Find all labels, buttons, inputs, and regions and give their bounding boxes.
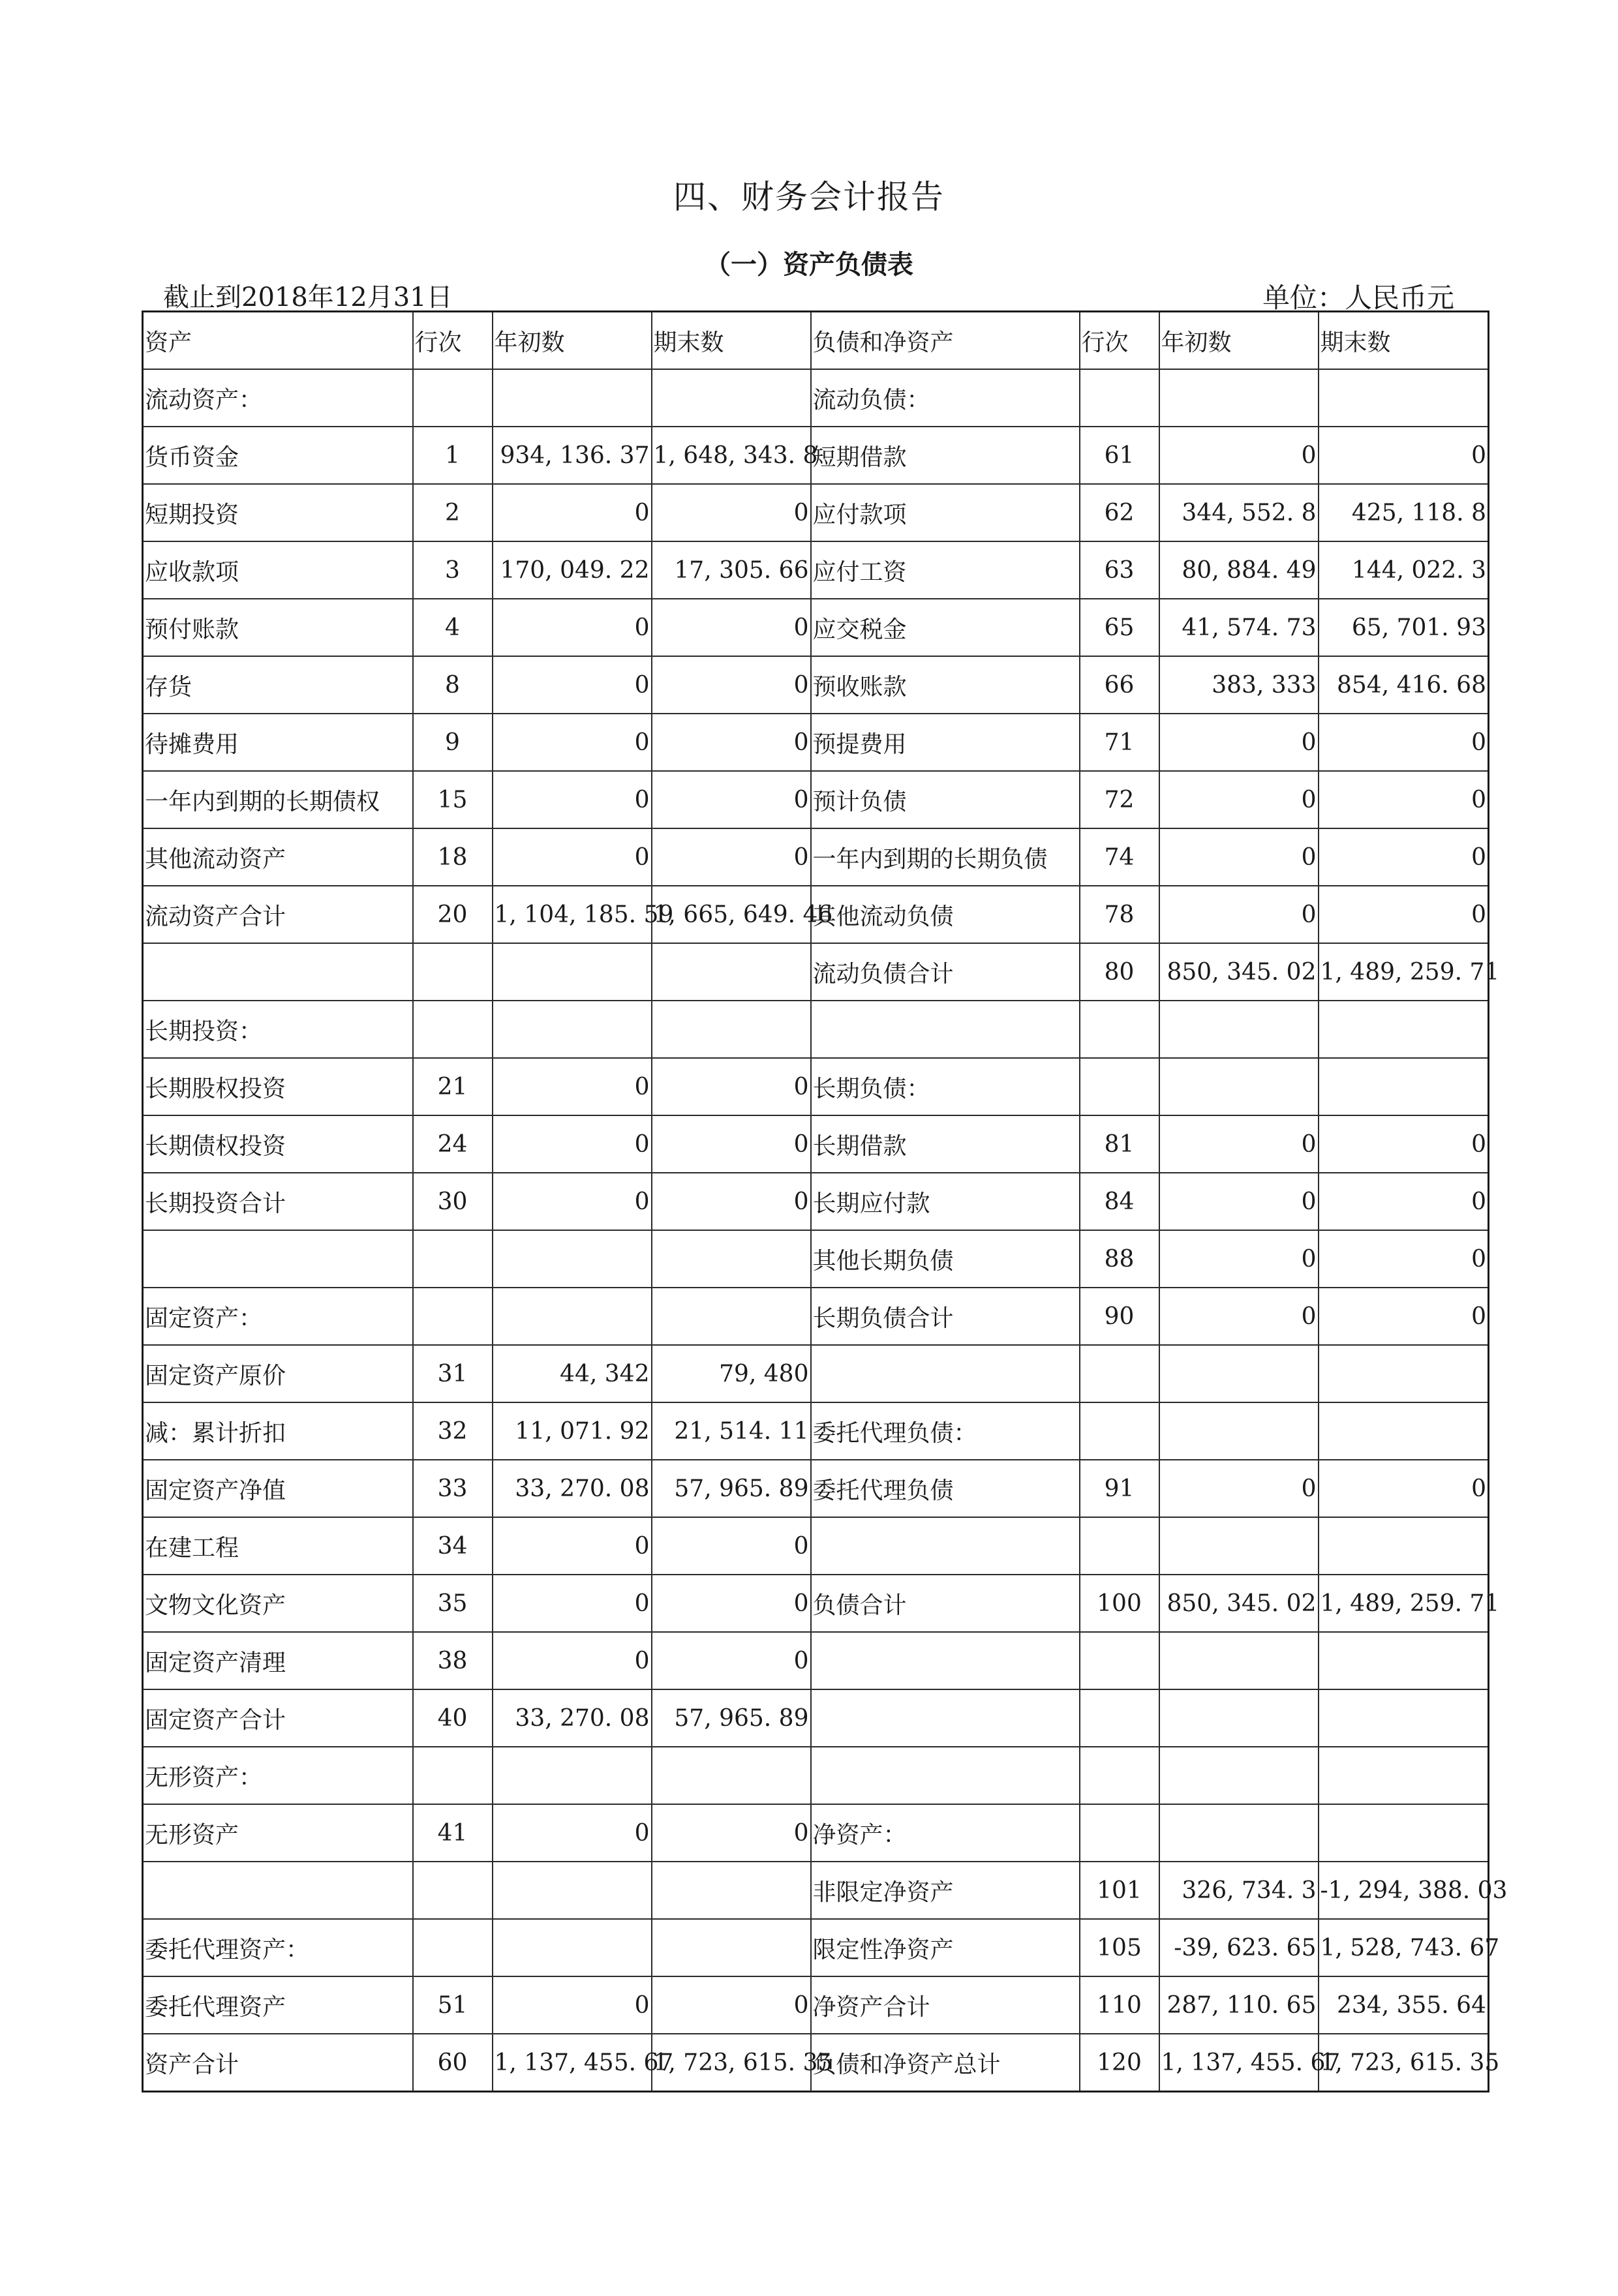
liability-opening-cell: 0 xyxy=(1159,1230,1319,1288)
table-row xyxy=(143,1575,1489,1632)
liability-line-no-cell xyxy=(1080,1804,1159,1862)
table-row xyxy=(143,1862,1489,1919)
liability-closing-cell xyxy=(1319,1517,1489,1575)
asset-name-cell: 文物文化资产 xyxy=(143,1575,413,1632)
liability-closing-cell: 1, 723, 615. 35 xyxy=(1319,2034,1489,2092)
asset-opening-cell: 0 xyxy=(493,1173,652,1230)
asset-opening-cell: 0 xyxy=(493,714,652,771)
table-row xyxy=(143,1058,1489,1115)
liability-name-cell: 应付工资 xyxy=(811,541,1080,599)
liability-line-no-cell xyxy=(1080,369,1159,427)
asset-name-cell: 无形资产 xyxy=(143,1804,413,1862)
liability-line-no-cell xyxy=(1080,1001,1159,1058)
asset-line-no-cell xyxy=(413,943,493,1001)
liability-closing-cell: -1, 294, 388. 03 xyxy=(1319,1862,1489,1919)
liability-closing-cell: 0 xyxy=(1319,1288,1489,1345)
liability-name-cell: 预计负债 xyxy=(811,771,1080,828)
liability-name-cell: 预收账款 xyxy=(811,656,1080,714)
liability-name-cell: 一年内到期的长期负债 xyxy=(811,828,1080,886)
liability-line-no-cell: 84 xyxy=(1080,1173,1159,1230)
asset-opening-cell: 0 xyxy=(493,1058,652,1115)
table-row xyxy=(143,1402,1489,1460)
asset-line-no-cell xyxy=(413,1001,493,1058)
asset-line-no-cell: 32 xyxy=(413,1402,493,1460)
liability-line-no-cell: 72 xyxy=(1080,771,1159,828)
asset-name-cell: 一年内到期的长期债权 xyxy=(143,771,413,828)
liability-name-cell: 应付款项 xyxy=(811,484,1080,541)
table-row xyxy=(143,369,1489,427)
liability-closing-cell xyxy=(1319,1804,1489,1862)
asset-opening-cell: 0 xyxy=(493,771,652,828)
table-row xyxy=(143,2034,1489,2092)
liability-name-cell xyxy=(811,1345,1080,1402)
asset-line-no-cell: 60 xyxy=(413,2034,493,2092)
liability-closing-cell: 0 xyxy=(1319,427,1489,484)
unit-label: 单位：人民币元 xyxy=(1262,282,1455,314)
column-header: 年初数 xyxy=(1159,312,1319,370)
asset-name-cell: 长期投资合计 xyxy=(143,1173,413,1230)
asset-closing-cell xyxy=(652,1230,811,1288)
asset-name-cell: 长期股权投资 xyxy=(143,1058,413,1115)
asset-line-no-cell: 1 xyxy=(413,427,493,484)
asset-line-no-cell: 24 xyxy=(413,1115,493,1173)
column-header: 行次 xyxy=(413,312,493,370)
liability-closing-cell: 234, 355. 64 xyxy=(1319,1976,1489,2034)
asset-opening-cell xyxy=(493,1919,652,1976)
asset-name-cell xyxy=(143,1862,413,1919)
liability-closing-cell xyxy=(1319,1632,1489,1689)
asset-name-cell: 固定资产合计 xyxy=(143,1689,413,1747)
asset-closing-cell xyxy=(652,1747,811,1804)
liability-opening-cell xyxy=(1159,1747,1319,1804)
asset-line-no-cell: 3 xyxy=(413,541,493,599)
liability-name-cell: 应交税金 xyxy=(811,599,1080,656)
column-header: 资产 xyxy=(143,312,413,370)
liability-name-cell: 预提费用 xyxy=(811,714,1080,771)
table-row xyxy=(143,656,1489,714)
report-title: 四、财务会计报告 xyxy=(673,178,945,216)
liability-line-no-cell xyxy=(1080,1632,1159,1689)
liability-line-no-cell xyxy=(1080,1517,1159,1575)
asset-line-no-cell xyxy=(413,1862,493,1919)
liability-closing-cell: 0 xyxy=(1319,1230,1489,1288)
table-row xyxy=(143,1747,1489,1804)
liability-line-no-cell: 105 xyxy=(1080,1919,1159,1976)
table-row xyxy=(143,1288,1489,1345)
liability-line-no-cell: 100 xyxy=(1080,1575,1159,1632)
asset-closing-cell: 0 xyxy=(652,828,811,886)
asset-opening-cell: 934, 136. 37 xyxy=(493,427,652,484)
liability-closing-cell: 854, 416. 68 xyxy=(1319,656,1489,714)
liability-closing-cell: 144, 022. 3 xyxy=(1319,541,1489,599)
asset-closing-cell: 57, 965. 89 xyxy=(652,1460,811,1517)
asset-line-no-cell: 30 xyxy=(413,1173,493,1230)
asset-name-cell: 减：累计折扣 xyxy=(143,1402,413,1460)
asset-opening-cell xyxy=(493,1862,652,1919)
liability-line-no-cell: 101 xyxy=(1080,1862,1159,1919)
liability-opening-cell: 0 xyxy=(1159,1173,1319,1230)
asset-name-cell: 长期债权投资 xyxy=(143,1115,413,1173)
liability-line-no-cell xyxy=(1080,1345,1159,1402)
liability-closing-cell xyxy=(1319,1345,1489,1402)
asset-opening-cell: 0 xyxy=(493,1804,652,1862)
liability-opening-cell: 344, 552. 8 xyxy=(1159,484,1319,541)
asset-closing-cell: 0 xyxy=(652,1804,811,1862)
liability-closing-cell xyxy=(1319,369,1489,427)
asset-name-cell: 委托代理资产： xyxy=(143,1919,413,1976)
asset-closing-cell: 0 xyxy=(652,714,811,771)
liability-opening-cell: 0 xyxy=(1159,427,1319,484)
liability-name-cell: 净资产合计 xyxy=(811,1976,1080,2034)
table-row xyxy=(143,714,1489,771)
asset-opening-cell: 0 xyxy=(493,1575,652,1632)
asset-name-cell: 长期投资： xyxy=(143,1001,413,1058)
asset-opening-cell: 1, 104, 185. 59 xyxy=(493,886,652,943)
asset-name-cell: 应收款项 xyxy=(143,541,413,599)
asset-line-no-cell xyxy=(413,1747,493,1804)
asset-opening-cell: 0 xyxy=(493,1632,652,1689)
liability-opening-cell xyxy=(1159,369,1319,427)
asset-line-no-cell: 18 xyxy=(413,828,493,886)
table-row xyxy=(143,1804,1489,1862)
asset-opening-cell xyxy=(493,943,652,1001)
asset-closing-cell xyxy=(652,1288,811,1345)
asset-line-no-cell xyxy=(413,1230,493,1288)
asset-opening-cell xyxy=(493,1747,652,1804)
liability-name-cell: 长期借款 xyxy=(811,1115,1080,1173)
liability-opening-cell xyxy=(1159,1402,1319,1460)
asset-line-no-cell: 20 xyxy=(413,886,493,943)
asset-closing-cell: 79, 480 xyxy=(652,1345,811,1402)
liability-opening-cell xyxy=(1159,1632,1319,1689)
table-row xyxy=(143,1115,1489,1173)
liability-name-cell: 委托代理负债： xyxy=(811,1402,1080,1460)
liability-opening-cell: -39, 623. 65 xyxy=(1159,1919,1319,1976)
liability-name-cell xyxy=(811,1689,1080,1747)
table-row xyxy=(143,1689,1489,1747)
table-row xyxy=(143,1460,1489,1517)
liability-closing-cell xyxy=(1319,1001,1489,1058)
asset-line-no-cell: 31 xyxy=(413,1345,493,1402)
table-row xyxy=(143,1517,1489,1575)
asset-line-no-cell: 35 xyxy=(413,1575,493,1632)
asset-closing-cell: 0 xyxy=(652,656,811,714)
asset-opening-cell: 1, 137, 455. 67 xyxy=(493,2034,652,2092)
column-header: 负债和净资产 xyxy=(811,312,1080,370)
asset-name-cell: 预付账款 xyxy=(143,599,413,656)
liability-opening-cell: 80, 884. 49 xyxy=(1159,541,1319,599)
asset-closing-cell: 0 xyxy=(652,1517,811,1575)
asset-name-cell: 其他流动资产 xyxy=(143,828,413,886)
liability-closing-cell: 0 xyxy=(1319,1115,1489,1173)
asset-opening-cell xyxy=(493,1001,652,1058)
asset-opening-cell: 0 xyxy=(493,484,652,541)
asset-name-cell: 存货 xyxy=(143,656,413,714)
liability-opening-cell: 383, 333 xyxy=(1159,656,1319,714)
column-header: 期末数 xyxy=(652,312,811,370)
column-header: 年初数 xyxy=(493,312,652,370)
asset-line-no-cell xyxy=(413,369,493,427)
column-header: 行次 xyxy=(1080,312,1159,370)
liability-opening-cell: 41, 574. 73 xyxy=(1159,599,1319,656)
liability-name-cell xyxy=(811,1001,1080,1058)
liability-name-cell: 非限定净资产 xyxy=(811,1862,1080,1919)
liability-name-cell: 长期负债： xyxy=(811,1058,1080,1115)
liability-opening-cell: 850, 345. 02 xyxy=(1159,1575,1319,1632)
liability-name-cell: 委托代理负债 xyxy=(811,1460,1080,1517)
asset-closing-cell xyxy=(652,1862,811,1919)
table-row xyxy=(143,599,1489,656)
liability-line-no-cell xyxy=(1080,1747,1159,1804)
table-row xyxy=(143,1173,1489,1230)
liability-opening-cell: 0 xyxy=(1159,714,1319,771)
liability-opening-cell xyxy=(1159,1345,1319,1402)
asset-name-cell: 流动资产： xyxy=(143,369,413,427)
asset-opening-cell: 33, 270. 08 xyxy=(493,1689,652,1747)
liability-opening-cell: 1, 137, 455. 67 xyxy=(1159,2034,1319,2092)
asset-line-no-cell: 51 xyxy=(413,1976,493,2034)
asset-closing-cell: 0 xyxy=(652,1976,811,2034)
liability-opening-cell xyxy=(1159,1058,1319,1115)
asset-name-cell: 固定资产： xyxy=(143,1288,413,1345)
liability-line-no-cell: 66 xyxy=(1080,656,1159,714)
liability-closing-cell xyxy=(1319,1402,1489,1460)
asset-line-no-cell: 21 xyxy=(413,1058,493,1115)
asset-name-cell: 短期投资 xyxy=(143,484,413,541)
asset-closing-cell: 0 xyxy=(652,771,811,828)
column-header: 期末数 xyxy=(1319,312,1489,370)
asset-closing-cell: 0 xyxy=(652,1632,811,1689)
liability-line-no-cell: 71 xyxy=(1080,714,1159,771)
asset-line-no-cell: 33 xyxy=(413,1460,493,1517)
asset-name-cell: 固定资产原价 xyxy=(143,1345,413,1402)
liability-closing-cell: 0 xyxy=(1319,714,1489,771)
asset-closing-cell: 0 xyxy=(652,599,811,656)
table-row xyxy=(143,1632,1489,1689)
asset-line-no-cell: 8 xyxy=(413,656,493,714)
asset-opening-cell: 0 xyxy=(493,599,652,656)
liability-opening-cell: 287, 110. 65 xyxy=(1159,1976,1319,2034)
asset-name-cell: 流动资产合计 xyxy=(143,886,413,943)
asset-opening-cell xyxy=(493,369,652,427)
liability-opening-cell: 0 xyxy=(1159,1115,1319,1173)
liability-line-no-cell xyxy=(1080,1058,1159,1115)
asset-line-no-cell xyxy=(413,1919,493,1976)
table-row xyxy=(143,886,1489,943)
asset-line-no-cell: 38 xyxy=(413,1632,493,1689)
table-row xyxy=(143,1001,1489,1058)
liability-closing-cell: 0 xyxy=(1319,1173,1489,1230)
liability-line-no-cell: 81 xyxy=(1080,1115,1159,1173)
liability-line-no-cell: 61 xyxy=(1080,427,1159,484)
asset-line-no-cell: 2 xyxy=(413,484,493,541)
liability-opening-cell: 0 xyxy=(1159,886,1319,943)
asset-closing-cell xyxy=(652,943,811,1001)
asset-line-no-cell: 34 xyxy=(413,1517,493,1575)
liability-opening-cell xyxy=(1159,1517,1319,1575)
asset-closing-cell xyxy=(652,1919,811,1976)
liability-line-no-cell: 110 xyxy=(1080,1976,1159,2034)
liability-line-no-cell: 65 xyxy=(1080,599,1159,656)
asset-closing-cell: 21, 514. 11 xyxy=(652,1402,811,1460)
asset-opening-cell: 170, 049. 22 xyxy=(493,541,652,599)
asset-line-no-cell: 40 xyxy=(413,1689,493,1747)
asset-line-no-cell: 15 xyxy=(413,771,493,828)
liability-closing-cell: 1, 489, 259. 71 xyxy=(1319,1575,1489,1632)
table-row xyxy=(143,427,1489,484)
liability-line-no-cell: 74 xyxy=(1080,828,1159,886)
asset-name-cell xyxy=(143,943,413,1001)
liability-line-no-cell: 78 xyxy=(1080,886,1159,943)
liability-name-cell: 净资产： xyxy=(811,1804,1080,1862)
liability-name-cell: 负债合计 xyxy=(811,1575,1080,1632)
date-label: 截止到2018年12月31日 xyxy=(163,282,453,312)
asset-closing-cell: 57, 965. 89 xyxy=(652,1689,811,1747)
sheet-subtitle: （一）资产负债表 xyxy=(705,250,913,280)
asset-opening-cell: 0 xyxy=(493,828,652,886)
asset-name-cell xyxy=(143,1230,413,1288)
balance-sheet-table xyxy=(142,310,1508,2092)
liability-name-cell: 短期借款 xyxy=(811,427,1080,484)
liability-closing-cell: 1, 528, 743. 67 xyxy=(1319,1919,1489,1976)
asset-line-no-cell: 9 xyxy=(413,714,493,771)
asset-opening-cell: 33, 270. 08 xyxy=(493,1460,652,1517)
liability-opening-cell: 0 xyxy=(1159,1288,1319,1345)
liability-closing-cell xyxy=(1319,1747,1489,1804)
liability-name-cell: 长期负债合计 xyxy=(811,1288,1080,1345)
asset-opening-cell: 11, 071. 92 xyxy=(493,1402,652,1460)
balance-sheet-body xyxy=(143,312,1508,2092)
liability-name-cell: 其他长期负债 xyxy=(811,1230,1080,1288)
table-row xyxy=(143,541,1489,599)
liability-name-cell: 其他流动负债 xyxy=(811,886,1080,943)
liability-line-no-cell: 62 xyxy=(1080,484,1159,541)
liability-name-cell: 流动负债： xyxy=(811,369,1080,427)
table-row xyxy=(143,1919,1489,1976)
asset-closing-cell: 0 xyxy=(652,1058,811,1115)
asset-name-cell: 资产合计 xyxy=(143,2034,413,2092)
asset-closing-cell xyxy=(652,369,811,427)
table-row xyxy=(143,1976,1489,2034)
asset-closing-cell: 0 xyxy=(652,484,811,541)
asset-name-cell: 固定资产清理 xyxy=(143,1632,413,1689)
liability-line-no-cell: 90 xyxy=(1080,1288,1159,1345)
asset-opening-cell: 0 xyxy=(493,1517,652,1575)
asset-closing-cell: 17, 305. 66 xyxy=(652,541,811,599)
liability-line-no-cell: 88 xyxy=(1080,1230,1159,1288)
liability-closing-cell: 1, 489, 259. 71 xyxy=(1319,943,1489,1001)
asset-opening-cell: 0 xyxy=(493,656,652,714)
liability-closing-cell: 425, 118. 8 xyxy=(1319,484,1489,541)
asset-closing-cell: 0 xyxy=(652,1575,811,1632)
liability-opening-cell: 326, 734. 3 xyxy=(1159,1862,1319,1919)
liability-closing-cell: 0 xyxy=(1319,886,1489,943)
liability-name-cell: 限定性净资产 xyxy=(811,1919,1080,1976)
liability-name-cell: 负债和净资产总计 xyxy=(811,2034,1080,2092)
asset-name-cell: 货币资金 xyxy=(143,427,413,484)
asset-line-no-cell xyxy=(413,1288,493,1345)
asset-line-no-cell: 4 xyxy=(413,599,493,656)
asset-name-cell: 待摊费用 xyxy=(143,714,413,771)
liability-opening-cell xyxy=(1159,1804,1319,1862)
asset-opening-cell: 0 xyxy=(493,1976,652,2034)
asset-line-no-cell: 41 xyxy=(413,1804,493,1862)
liability-opening-cell: 0 xyxy=(1159,828,1319,886)
liability-line-no-cell: 91 xyxy=(1080,1460,1159,1517)
liability-name-cell: 流动负债合计 xyxy=(811,943,1080,1001)
header-row xyxy=(143,312,1489,370)
asset-opening-cell: 0 xyxy=(493,1115,652,1173)
liability-closing-cell: 0 xyxy=(1319,828,1489,886)
asset-closing-cell: 0 xyxy=(652,1173,811,1230)
liability-opening-cell: 0 xyxy=(1159,1460,1319,1517)
liability-opening-cell xyxy=(1159,1689,1319,1747)
liability-closing-cell xyxy=(1319,1058,1489,1115)
liability-closing-cell: 0 xyxy=(1319,771,1489,828)
table-row xyxy=(143,1345,1489,1402)
liability-closing-cell xyxy=(1319,1689,1489,1747)
asset-closing-cell: 1, 648, 343. 8 xyxy=(652,427,811,484)
asset-opening-cell: 44, 342 xyxy=(493,1345,652,1402)
liability-name-cell xyxy=(811,1517,1080,1575)
liability-line-no-cell: 80 xyxy=(1080,943,1159,1001)
liability-line-no-cell xyxy=(1080,1402,1159,1460)
liability-name-cell: 长期应付款 xyxy=(811,1173,1080,1230)
asset-opening-cell xyxy=(493,1288,652,1345)
table-row xyxy=(143,943,1489,1001)
asset-name-cell: 委托代理资产 xyxy=(143,1976,413,2034)
liability-name-cell xyxy=(811,1632,1080,1689)
asset-closing-cell: 0 xyxy=(652,1115,811,1173)
liability-opening-cell xyxy=(1159,1001,1319,1058)
liability-opening-cell: 850, 345. 02 xyxy=(1159,943,1319,1001)
asset-closing-cell: 1, 723, 615. 35 xyxy=(652,2034,811,2092)
table-row xyxy=(143,484,1489,541)
asset-closing-cell: 1, 665, 649. 46 xyxy=(652,886,811,943)
liability-line-no-cell: 63 xyxy=(1080,541,1159,599)
asset-closing-cell xyxy=(652,1001,811,1058)
liability-closing-cell: 65, 701. 93 xyxy=(1319,599,1489,656)
table-row xyxy=(143,828,1489,886)
liability-line-no-cell: 120 xyxy=(1080,2034,1159,2092)
liability-name-cell xyxy=(811,1747,1080,1804)
liability-closing-cell: 0 xyxy=(1319,1460,1489,1517)
asset-opening-cell xyxy=(493,1230,652,1288)
asset-name-cell: 固定资产净值 xyxy=(143,1460,413,1517)
table-row xyxy=(143,771,1489,828)
table-row xyxy=(143,1230,1489,1288)
asset-name-cell: 无形资产： xyxy=(143,1747,413,1804)
liability-opening-cell: 0 xyxy=(1159,771,1319,828)
asset-name-cell: 在建工程 xyxy=(143,1517,413,1575)
liability-line-no-cell xyxy=(1080,1689,1159,1747)
